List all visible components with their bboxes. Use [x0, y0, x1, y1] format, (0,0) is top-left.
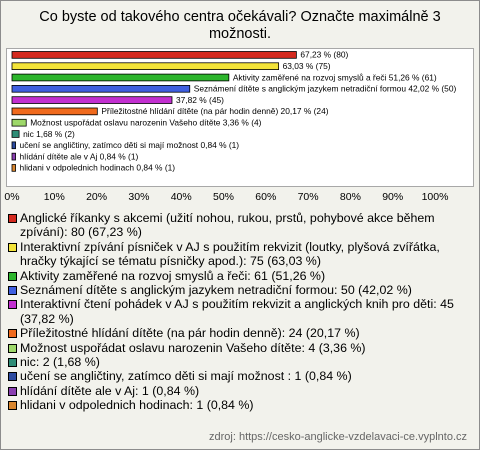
legend-item-5: [8, 297, 476, 326]
legend-swatch-6: [8, 329, 17, 338]
bar-label-10: hlídání dítěte ale v Aj 0,84 % (1): [19, 151, 139, 162]
legend-label-9: učení se angličtiny, zatímco děti si mají možnost : 1 (0,84 %): [20, 369, 352, 384]
bar-7: [12, 119, 26, 126]
x-tick-label-2: 20%: [86, 191, 108, 203]
bar-2: [12, 63, 279, 70]
bar-9: [12, 142, 16, 149]
x-tick-label-7: 70%: [297, 191, 319, 203]
legend-swatch-10: [8, 387, 17, 396]
x-tick-label-5: 50%: [212, 191, 235, 203]
bar-11: [12, 165, 16, 172]
legend-item-2: [8, 240, 476, 269]
bar-4: [12, 85, 190, 92]
legend-label-3: Aktivity zaměřené na rozvoj smyslů a řeči: 61 (51,26 %): [20, 268, 326, 283]
legend-item-6: [8, 326, 476, 340]
legend-swatch-4: [8, 286, 17, 295]
legend-label-10: hlídání dítěte ale v Aj: 1 (0,84 %): [20, 383, 200, 398]
legend-label-1: Anglické říkanky s akcemi (užití nohou, rukou, prstů, pohybové akce během zpívání): 80 (67,23 %): [20, 211, 435, 240]
bar-label-8: nic 1,68 % (2): [23, 128, 75, 139]
bar-3: [12, 74, 229, 81]
legend: [8, 211, 476, 413]
x-tick-label-8: 80%: [339, 191, 361, 203]
bar-label-1: 67,23 % (80): [300, 49, 349, 60]
legend-item-10: [8, 384, 476, 398]
x-tick-label-0: 0%: [4, 191, 20, 203]
x-tick-label-3: 30%: [128, 191, 150, 203]
bar-chart: [1, 1, 480, 206]
legend-item-9: [8, 369, 476, 383]
legend-item-3: [8, 269, 476, 283]
legend-label-11: hlidani v odpolednich hodinach: 1 (0,84 %): [20, 398, 254, 413]
legend-swatch-9: [8, 372, 17, 381]
chart-title: Co byste od takového centra očekávali? Označte maximálně 3 možnosti.: [39, 9, 441, 42]
bar-label-4: Seznámení dítěte s anglickým jazykem netradiční formou 42,02 % (50): [193, 83, 457, 94]
bar-5: [12, 97, 172, 104]
bar-label-9: učení se angličtiny, zatímco děti si mají možnost 0,84 % (1): [19, 140, 240, 151]
legend-label-2: Interaktivní zpívání písniček v AJ s použitím rekvizit (loutky, plyšová zvířátka, hračky týkající se tématu písničky apod.): 75 (63,03 %): [20, 239, 440, 269]
bar-label-11: hlidani v odpolednich hodinach 0,84 % (1): [19, 162, 176, 173]
bar-label-6: Příležitostné hlídání dítěte (na pár hodin denně) 20,17 % (24): [101, 106, 329, 117]
bar-1: [12, 52, 296, 59]
legend-label-4: Seznámení dítěte s anglickým jazykem netradiční formou: 50 (42,02 %): [20, 283, 412, 298]
source-credit: zdroj: https://cesko-anglicke-vzdelavaci-ce.vyplnto.cz: [209, 431, 467, 443]
x-tick-label-4: 40%: [170, 191, 192, 203]
bar-label-5: 37,82 % (45): [175, 94, 224, 105]
legend-swatch-11: [8, 401, 17, 410]
bar-label-2: 63,03 % (75): [282, 61, 331, 71]
legend-item-4: [8, 283, 476, 297]
legend-item-7: [8, 341, 476, 355]
legend-swatch-5: [8, 300, 17, 309]
bar-label-3: Aktivity zaměřené na rozvoj smyslů a řeči 51,26 % (61): [232, 72, 437, 83]
legend-swatch-8: [8, 358, 17, 367]
x-tick-label-9: 90%: [382, 191, 404, 203]
legend-swatch-2: [8, 243, 17, 252]
legend-label-8: nic: 2 (1,68 %): [20, 355, 100, 370]
legend-label-6: Příležitostné hlídání dítěte (na pár hodin denně): 24 (20,17 %): [20, 326, 360, 341]
legend-swatch-7: [8, 344, 17, 353]
x-tick-label-1: 10%: [43, 191, 65, 203]
legend-item-11: [8, 398, 476, 412]
legend-label-5: Interaktivní čtení pohádek v AJ s použitím rekvizit a anglických knih pro děti: 45 (37,82 %): [20, 297, 454, 326]
bar-label-7: Možnost uspořádat oslavu narozenin Vašeho dítěte 3,36 % (4): [30, 117, 262, 128]
legend-item-1: [8, 211, 476, 240]
bar-10: [12, 153, 16, 160]
legend-item-8: [8, 355, 476, 369]
x-tick-label-6: 60%: [255, 191, 277, 203]
bar-6: [12, 108, 97, 115]
legend-swatch-3: [8, 272, 17, 281]
bar-8: [12, 131, 19, 138]
legend-swatch-1: [8, 214, 17, 223]
x-tick-label-10: 100%: [421, 191, 449, 203]
legend-label-7: Možnost uspořádat oslavu narozenin Vašeho dítěte: 4 (3,36 %): [20, 340, 366, 355]
